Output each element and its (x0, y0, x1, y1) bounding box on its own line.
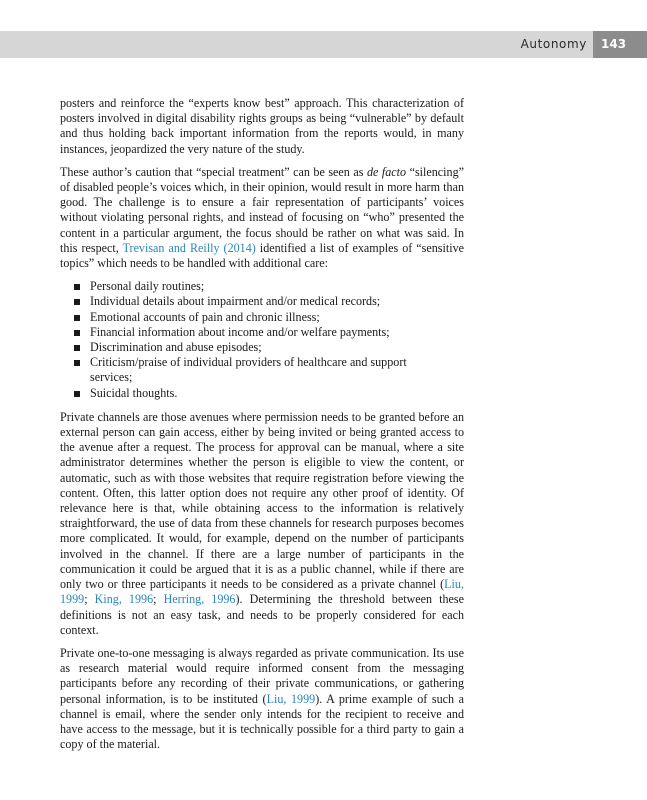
list-item (60, 294, 464, 309)
running-header (0, 31, 647, 58)
list-item (60, 386, 464, 401)
citation-link[interactable]: Liu, 1999 (266, 691, 316, 706)
paragraph-2-text: “silencing” of disabled people’s voices which, in their opinion, would result in more harm than good. The challenge is to ensure a fair representation of participants’ voices without violating personal rights, and instead of focusing on “who” presented the content in a particular argument, the focus should be rather on what was said. In this respect, (60, 164, 464, 255)
paragraph-3-text: ). Determining the threshold between these definitions is not an easy task, and needs to be properly considered for each context. (60, 592, 464, 637)
list-item-text: Personal daily routines; (90, 279, 205, 294)
square-bullet-icon (74, 391, 80, 397)
paragraph-3 (60, 410, 464, 638)
citation-link[interactable]: Trevisan and Reilly (2014) (122, 240, 256, 255)
paragraph-1: posters and reinforce the “experts know best” approach. This characterization of posters involved in digital disability rights groups as being “vulnerable” by default and thus holding back important information from the reports would, in many instances, jeopardized the very nature of the study. (60, 96, 464, 156)
italic-term: de facto (366, 164, 407, 179)
list-item (60, 279, 464, 294)
list-item (60, 355, 464, 385)
square-bullet-icon (74, 315, 80, 321)
square-bullet-icon (74, 299, 80, 305)
paragraph-2 (60, 165, 464, 271)
list-item-text: Emotional accounts of pain and chronic illness; (90, 309, 320, 324)
list-item-text: Financial information about income and/or welfare payments; (90, 324, 390, 339)
list-item-text: Discrimination and abuse episodes; (90, 340, 262, 355)
paragraph-4-text: ). A prime example of such a channel is email, where the sender only intends for the recipient to receive and have access to the message, but it is technically possible for a third party to gain a copy of the material. (60, 691, 465, 752)
page-body (60, 96, 464, 760)
citation-link[interactable]: King, 1996 (94, 592, 154, 607)
running-title: Autonomy (520, 37, 587, 51)
page-number: 143 (593, 31, 647, 58)
paragraph-3-text: Private channels are those avenues where permission needs to be granted before an external person can gain access, either by being invited or being granted access to the avenue after a request. The process for approval can be manual, where a site administrator determines whether the person is eligible to view the content, or automatic, such as with those websites that require registration before viewing the content. Often, this latter option does not require any other proof of identity. Of relevance here is that, while obtaining access to the information is relatively straightforward, the use of data from these channels for research purposes becomes more complicated. It would, for example, depend on the number of participants involved in the channel. If there are a large number of participants in the communication it could be argued that it is as a public channel, while if there are only two or three participants it needs to be considered as a private channel ( (60, 409, 464, 592)
square-bullet-icon (74, 345, 80, 351)
list-item (60, 325, 464, 340)
paragraph-4-text: Private one-to-one messaging is always regarded as private communication. Its use as research material would require informed consent from the messaging participants before any recording of their private communications, or gathering personal information, is to be instituted ( (60, 645, 464, 706)
square-bullet-icon (74, 284, 80, 290)
list-item-text: Suicidal thoughts. (90, 385, 178, 400)
paragraph-4 (60, 646, 464, 752)
citation-separator: ; (84, 592, 95, 607)
list-item-text: Individual details about impairment and/or medical records; (90, 294, 381, 309)
sensitive-topics-list (60, 279, 464, 401)
square-bullet-icon (74, 330, 80, 336)
list-item (60, 310, 464, 325)
list-item (60, 340, 464, 355)
square-bullet-icon (74, 360, 80, 366)
list-item-text: Criticism/praise of individual providers of healthcare and support services; (90, 355, 407, 385)
paragraph-2-text: These author’s caution that “special treatment” can be seen as (60, 164, 367, 179)
citation-link[interactable]: Herring, 1996 (163, 592, 236, 607)
paragraph-2-text: identified a list of examples of “sensitive topics” which needs to be handled with additional care: (60, 240, 464, 271)
citation-separator: ; (153, 592, 164, 607)
citation-link[interactable]: Liu, 1999 (60, 577, 464, 607)
